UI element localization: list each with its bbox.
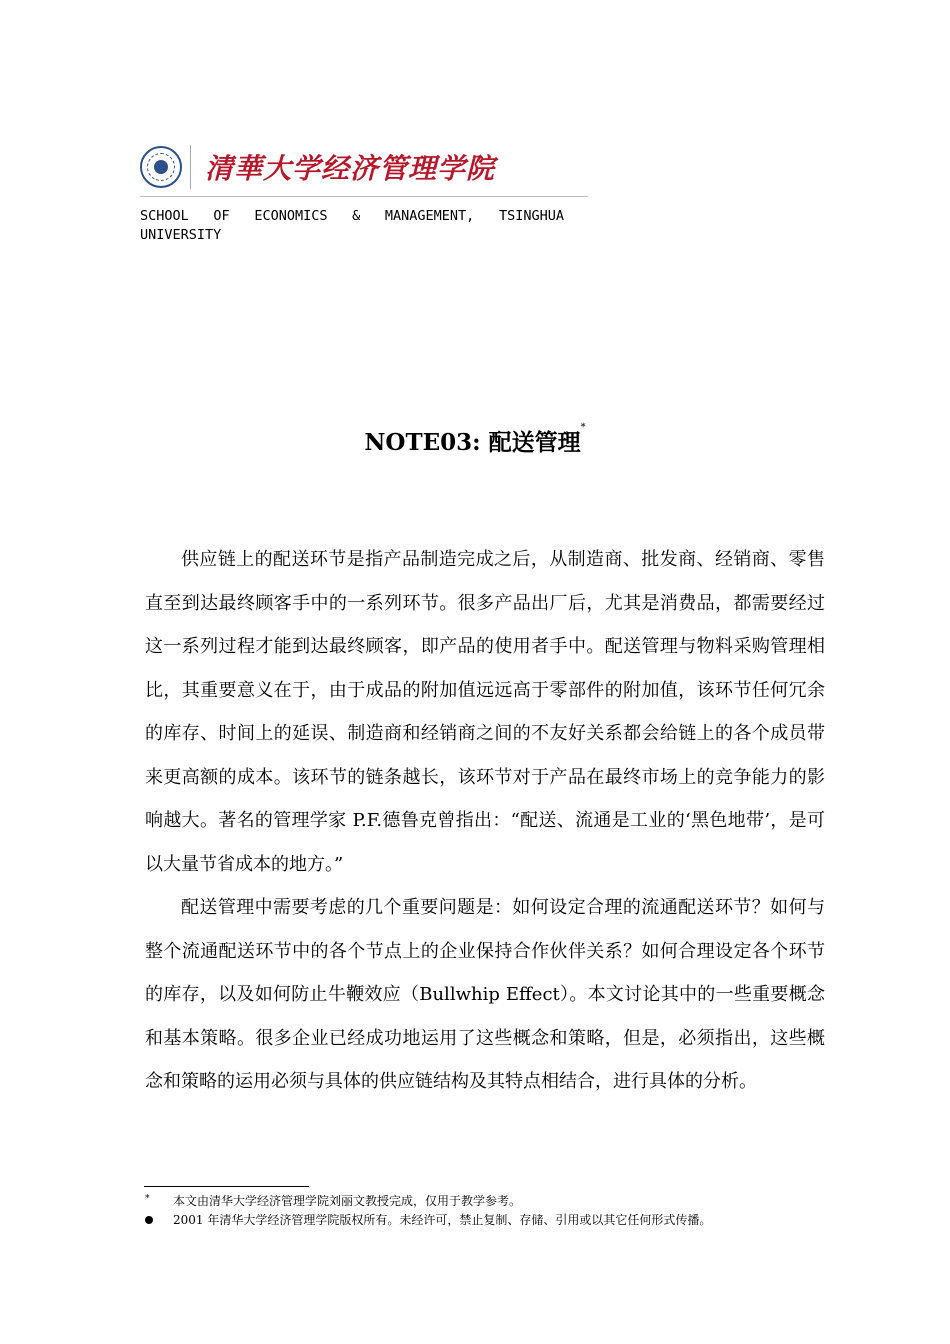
footnote-text: 本文由清华大学经济管理学院刘丽文教授完成，仅用于教学参考。 — [173, 1194, 522, 1208]
footnote-text: 2001 年清华大学经济管理学院版权所有。未经许可，禁止复制、存储、引用或以其它任何形式传播。 — [173, 1213, 712, 1227]
page-header — [140, 142, 590, 245]
logo — [140, 142, 590, 192]
footnote-item — [145, 1211, 835, 1230]
logo-calligraphy-text: 清華大学经济管理学院 — [205, 152, 496, 185]
school-name: SCHOOL OF ECONOMICS & MANAGEMENT, TSINGHUA UNIVERSITY — [140, 208, 564, 243]
document-body — [145, 538, 825, 1104]
paragraph: 供应链上的配送环节是指产品制造完成之后，从制造商、批发商、经销商、零售直至到达最终顾客手中的一系列环节。很多产品出厂后，尤其是消费品，都需要经过这一系列过程才能到达最终顾客，即产品的使用者手中。配送管理与物料采购管理相比，其重要意义在于，由于成品的附加值远远高于零部件的附加值，该环节任何冗余的库存、时间上的延误、制造商和经销商之间的不友好关系都会给链上的各个成员带来更高额的成本。该环节的链条越长，该环节对于产品在最终市场上的竞争能力的影响越大。著名的管理学家 P.F.德鲁克曾指出：“配送、流通是工业的‘黑色地带’，是可以大量节省成本的地方。” — [145, 549, 825, 875]
paragraph: 配送管理中需要考虑的几个重要问题是：如何设定合理的流通配送环节？如何与整个流通配送环节中的各个节点上的企业保持合作伙伴关系？如何合理设定各个环节的库存，以及如何防止牛鞭效应（Bullwhip Effect）。本文讨论其中的一些重要概念和基本策略。很多企业已经成功地运用了这些概念和策略，但是，必须指出，这些概念和策略的运用必须与具体的供应链结构及其特点相结合，进行具体的分析。 — [145, 897, 825, 1092]
bullet-icon — [145, 1216, 153, 1224]
header-rule — [140, 196, 588, 197]
footnote-separator — [144, 1186, 309, 1187]
logo-divider — [190, 145, 191, 189]
footnote-item — [145, 1192, 835, 1211]
document-title — [0, 424, 950, 457]
footnote-marker: * — [145, 1194, 150, 1204]
university-seal-icon — [140, 146, 182, 188]
title-footnote-marker: * — [580, 422, 586, 433]
title-text: NOTE03: 配送管理 — [364, 429, 581, 456]
footnotes — [145, 1192, 835, 1230]
